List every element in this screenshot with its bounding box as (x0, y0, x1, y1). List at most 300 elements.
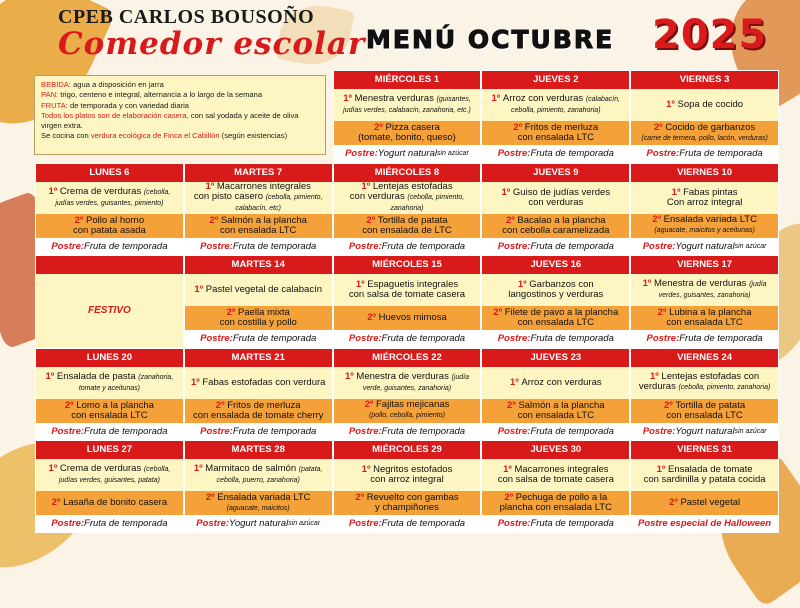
course-number: 2º (669, 497, 681, 509)
second-course-text (658, 308, 752, 328)
first-course (185, 367, 332, 399)
dessert (631, 515, 778, 532)
second-course-dish: Pechuga de pollo a la plancha con ensalada LTC (499, 492, 612, 514)
day-cell (481, 348, 630, 441)
dessert (185, 515, 332, 532)
course-number: 1º (355, 279, 368, 291)
first-course-dish: Ensalada de tomate con sardinilla y patata cocida (643, 464, 766, 486)
day-header: LUNES 27 (36, 441, 183, 459)
dessert (482, 145, 629, 162)
second-course-text (193, 401, 323, 421)
dessert-dish: Fruta de temporada (84, 240, 168, 252)
dessert-label: Postre: (200, 333, 233, 345)
second-course (631, 121, 778, 145)
second-course (482, 399, 629, 423)
second-course-dish: Cocido de garbanzos (665, 121, 756, 133)
course-number: 1º (517, 279, 530, 291)
dessert (334, 238, 481, 255)
second-course-text (65, 401, 154, 421)
first-course (185, 274, 332, 306)
first-course-dish: Pastel vegetal de calabacín (205, 284, 322, 296)
day-cell (333, 163, 482, 256)
dessert-dish: Fruta de temporada (381, 518, 466, 530)
info-bebida: BEBIDA: agua a disposición en jarra (41, 80, 164, 89)
second-course (185, 399, 332, 423)
dessert-dish: Fruta de temporada (679, 333, 763, 345)
dessert-dish: Yogurt natural (675, 425, 735, 437)
first-course (631, 182, 778, 214)
first-course-text (39, 464, 180, 486)
course-number: 2º (507, 399, 519, 411)
first-course-text (337, 372, 478, 394)
day-cell (481, 255, 630, 348)
dessert (334, 145, 481, 162)
dessert-label: Postre: (497, 333, 531, 345)
second-course-text (206, 493, 311, 514)
second-course (482, 306, 629, 330)
course-number: 1º (190, 376, 203, 388)
second-course-text (367, 313, 447, 323)
dish-note: (judía verde, guisantes, zanahoria) (362, 373, 469, 392)
first-course-text (666, 100, 743, 110)
dish-note: (aguacate, maicitos) (226, 504, 290, 512)
day-header: MIÉRCOLES 8 (334, 164, 481, 182)
second-course-dish: Salmón a la plancha con ensalada LTC (517, 399, 605, 421)
second-course (482, 491, 629, 515)
dessert-label: Postre: (497, 240, 531, 252)
day-cell (333, 348, 482, 441)
first-course-dish: Garbanzos con langostinos y verduras (508, 279, 604, 301)
course-number: 2º (504, 492, 516, 504)
dessert (185, 238, 332, 255)
dessert-label: Postre: (51, 240, 85, 252)
first-course (185, 459, 332, 491)
first-course-text (362, 465, 453, 485)
course-number: 1º (509, 376, 522, 388)
first-course (334, 459, 481, 491)
day-cell (630, 70, 779, 163)
day-cell (630, 440, 779, 533)
dessert-label: Postre: (642, 425, 676, 437)
course-number: 1º (343, 93, 355, 104)
second-course-text (209, 216, 307, 236)
course-number: 1º (48, 185, 60, 197)
course-number: 1º (491, 93, 503, 104)
first-course (482, 89, 629, 121)
day-header: VIERNES 10 (631, 164, 778, 182)
second-course (36, 214, 183, 238)
second-course (631, 399, 778, 423)
first-course-dish: Menestra verduras (354, 93, 434, 104)
dish-note: (cebolla, judías verdes, guisantes, patata) (58, 466, 171, 485)
dessert-label: Postre: (497, 425, 531, 437)
dessert-label: Postre: (348, 425, 382, 437)
second-course (36, 399, 183, 423)
day-header (36, 256, 183, 274)
second-course (631, 214, 778, 238)
first-course-text (191, 378, 325, 388)
dessert-label: Postre: (497, 518, 531, 530)
first-course-dish: Macarrones integrales con salsa de tomate casera (497, 464, 614, 486)
first-course-dish: Macarrones integrales con pisto casero (193, 180, 311, 202)
dessert-dish: Fruta de temporada (530, 240, 614, 252)
dish-note: sin azúcar (288, 520, 321, 528)
dessert-dish: Fruta de temporada (84, 518, 168, 530)
first-course-dish: Marmitaco de salmón (205, 463, 297, 475)
second-course (631, 306, 778, 330)
course-number: 2º (652, 214, 664, 226)
course-number: 2º (364, 399, 376, 411)
dessert-label: Postre: (200, 240, 233, 252)
dish-note: (zanahoria, tomate y aceitunas) (78, 373, 174, 392)
day-header: JUEVES 30 (482, 441, 629, 459)
second-course-dish: Revuelto con gambas y champiñones (366, 492, 459, 514)
second-course-dish: Lubina a la plancha con ensalada LTC (666, 307, 752, 329)
dessert-label: Postre: (200, 425, 233, 437)
day-header: JUEVES 16 (482, 256, 629, 274)
page-subtitle: Comedor escolar (58, 26, 366, 62)
course-number: 1º (666, 99, 678, 110)
first-course-text (644, 465, 766, 485)
first-course-text (39, 372, 180, 394)
dessert-dish: Fruta de temporada (381, 240, 466, 252)
dish-note: (cebolla, pimiento, zanahoria) (678, 384, 771, 392)
second-course-text (52, 498, 167, 508)
first-course-text (498, 465, 614, 485)
first-course-dish: Negritos estofados con arroz integral (370, 464, 453, 486)
second-course (185, 214, 332, 238)
second-course (334, 214, 481, 238)
first-course (334, 274, 481, 306)
day-cell (184, 440, 333, 533)
day-header: JUEVES 9 (482, 164, 629, 182)
course-number: 1º (345, 370, 357, 382)
first-course-dish: Crema de verduras (59, 185, 142, 197)
first-course-dish: Espaguetis integrales con salsa de tomate casera (348, 279, 466, 301)
first-course-text (349, 280, 465, 300)
second-course-dish: Fritos de merluza con ensalada LTC (517, 122, 599, 143)
first-course-dish: Arroz con verduras (502, 93, 584, 104)
first-course-text (39, 187, 180, 209)
first-course (631, 367, 778, 399)
dessert-dish: Fruta de temporada (679, 148, 763, 159)
first-course-dish: Lentejas estofadas con verduras (349, 180, 453, 202)
day-header: MARTES 28 (185, 441, 332, 459)
dessert-label: Postre: (642, 240, 676, 252)
day-cell (481, 163, 630, 256)
second-course-dish: Bacalao a la plancha con cebolla caramelizada (502, 214, 610, 236)
course-number: 1º (650, 371, 662, 383)
first-course (482, 459, 629, 491)
course-number: 2º (493, 307, 505, 319)
second-course-text (664, 401, 745, 421)
first-course-dish: Lentejas estofadas con verduras (638, 371, 760, 393)
dish-note: (judía verdes, guisantes, zanahoria) (658, 281, 767, 300)
dessert (482, 238, 629, 255)
first-course-text (502, 188, 611, 208)
dessert (334, 423, 481, 440)
info-platos: Todos los platos son de elaboración casera, con sal yodada y aceite de oliva virgen extra. (41, 110, 299, 131)
second-course-text (502, 216, 609, 236)
course-number: 2º (226, 307, 239, 319)
dessert-dish: Yogurt natural (675, 240, 735, 252)
second-course-text (358, 123, 456, 143)
dessert-label: Postre: (348, 240, 382, 252)
dish-note: (cebolla, judías verdes, guisantes, pimiento) (55, 188, 171, 207)
menu-year: 2025 (652, 12, 768, 58)
second-course-text (220, 308, 297, 328)
dessert (36, 515, 183, 532)
first-course-dish: Fabas pintas Con arroz integral (666, 186, 743, 208)
dessert-label: Postre: (51, 518, 85, 530)
dessert-label: Postre: (51, 425, 85, 437)
dessert-dish: Fruta de temporada (530, 425, 614, 437)
second-course-dish: Ensalada variada LTC (663, 214, 757, 226)
dish-note: sin azúcar (436, 150, 469, 157)
first-course (334, 182, 481, 214)
dessert-dish: Fruta de temporada (530, 148, 614, 159)
second-course-dish: Pizza casera (tomate, bonito, queso) (358, 122, 456, 143)
dessert (631, 423, 778, 440)
second-course-text (641, 123, 767, 144)
dish-note: (cebolla, pimiento, calabacín, etc) (235, 193, 323, 212)
course-number: 2º (505, 214, 518, 226)
first-course-text (508, 280, 603, 300)
dish-note: sin azúcar (734, 427, 767, 435)
first-course (631, 274, 778, 306)
first-course-text (188, 182, 329, 214)
day-cell (481, 440, 630, 533)
second-course-dish: Pollo al horno con patata asada (72, 214, 146, 236)
day-cell (35, 440, 184, 533)
dessert (36, 423, 183, 440)
course-number: 1º (501, 186, 513, 198)
second-course (185, 491, 332, 515)
course-number: 2º (513, 122, 525, 133)
course-number: 1º (194, 284, 206, 296)
second-course-text (513, 123, 598, 143)
second-course-text (73, 216, 146, 236)
course-number: 2º (355, 492, 367, 504)
second-course-dish: Fritos de merluza con ensalada de tomate cherry (192, 399, 324, 421)
dessert-label: Postre: (348, 518, 382, 530)
day-cell (630, 255, 779, 348)
second-course-dish: Ensalada variada LTC (217, 491, 311, 503)
second-course-text (500, 493, 612, 513)
dessert-label: Postre: (345, 148, 378, 159)
menu-grid (35, 70, 779, 534)
day-cell (184, 163, 333, 256)
first-course-text (337, 94, 478, 116)
dish-note: (guisantes, judías verdes, calabacín, zanahoria, etc.) (343, 96, 471, 114)
course-number: 1º (205, 180, 217, 192)
second-course-dish: Lasaña de bonito casera (63, 497, 168, 509)
first-course (36, 182, 183, 214)
first-course (631, 89, 778, 121)
dessert-dish: Fruta de temporada (232, 425, 317, 437)
second-course-text (669, 498, 740, 508)
day-header: JUEVES 23 (482, 349, 629, 367)
dish-note: (calabacín, cebolla, pimiento, zanahoria) (511, 96, 621, 114)
day-cell (35, 348, 184, 441)
second-course-dish: Fajitas mejicanas (376, 399, 450, 411)
day-cell (333, 440, 482, 533)
school-name: CPEB CARLOS BOUSOÑO (58, 6, 315, 28)
second-course-dish: Tortilla de patata con ensalada LTC (666, 399, 746, 421)
first-course-dish: Crema de verduras (59, 463, 142, 475)
dessert (631, 238, 778, 255)
dessert-dish: Fruta de temporada (381, 425, 466, 437)
second-course (185, 306, 332, 330)
second-course (334, 306, 481, 330)
dessert (185, 423, 332, 440)
dish-note: (pollo, cebolla, pimiento) (369, 412, 445, 420)
info-fruta: FRUTA: de temporada y con variedad diaria (41, 100, 190, 110)
second-course (334, 491, 481, 515)
first-course-text (188, 464, 329, 486)
dessert-dish: Fruta de temporada (232, 240, 317, 252)
info-pan: PAN: trigo, centeno e integral, alternancia a lo largo de la semana (41, 90, 263, 100)
dish-note: (cebolla, pimiento, zanahoria) (390, 193, 465, 212)
second-course-dish: Lomo a la plancha con ensalada LTC (71, 399, 154, 421)
dessert-label: Postre: (196, 518, 230, 530)
course-number: 2º (374, 122, 386, 133)
day-header: MIÉRCOLES 29 (334, 441, 481, 459)
dish-note: sin azúcar (734, 242, 767, 250)
second-course (482, 121, 629, 145)
first-course (334, 367, 481, 399)
day-header: VIERNES 3 (631, 71, 778, 89)
dessert (482, 423, 629, 440)
day-cell (333, 255, 482, 348)
day-header: VIERNES 17 (631, 256, 778, 274)
course-number: 1º (361, 180, 373, 192)
first-course (185, 182, 332, 214)
day-header: MIÉRCOLES 22 (334, 349, 481, 367)
day-header: VIERNES 31 (631, 441, 778, 459)
second-course-dish: Huevos mimosa (378, 312, 447, 324)
second-course (631, 491, 778, 515)
first-course (334, 89, 481, 121)
dessert (334, 515, 481, 532)
first-course-dish: Ensalada de pasta (56, 370, 136, 382)
first-course (482, 274, 629, 306)
day-cell (184, 348, 333, 441)
menu-title: MENÚ OCTUBRE (366, 25, 615, 54)
day-header: MARTES 7 (185, 164, 332, 182)
day-header: JUEVES 2 (482, 71, 629, 89)
course-number: 1º (45, 370, 57, 382)
course-number: 1º (48, 463, 60, 475)
first-course-text (485, 94, 626, 116)
first-course-dish: Arroz con verduras (521, 376, 602, 388)
day-header: MARTES 21 (185, 349, 332, 367)
course-number: 1º (656, 464, 669, 476)
day-cell (35, 163, 184, 256)
second-course (334, 121, 481, 145)
dessert-dish: Yogurt natural (377, 148, 437, 159)
second-course-text (365, 400, 450, 421)
second-course-text (652, 215, 757, 236)
day-cell (481, 70, 630, 163)
dessert (482, 330, 629, 347)
course-number: 1º (671, 186, 684, 198)
dessert-dish: Fruta de temporada (530, 518, 614, 530)
course-number: 1º (193, 463, 206, 475)
course-number: 2º (74, 214, 87, 226)
course-number: 2º (664, 399, 676, 411)
course-number: 2º (653, 121, 666, 133)
first-course (36, 367, 183, 399)
first-course-text (510, 378, 602, 388)
second-course-dish: Paella mixta con costilla y pollo (219, 307, 297, 329)
second-course (482, 214, 629, 238)
dessert (334, 330, 481, 347)
dessert (482, 515, 629, 532)
first-course-text (634, 279, 775, 301)
dessert-dish: Fruta de temporada (232, 333, 317, 345)
course-number: 2º (366, 214, 378, 226)
second-course-text (493, 308, 618, 328)
course-number: 2º (209, 214, 221, 226)
second-course-dish: Tortilla de patata con ensalada de LTC (362, 214, 452, 236)
dessert (185, 330, 332, 347)
dessert (631, 145, 778, 162)
day-header: MIÉRCOLES 1 (334, 71, 481, 89)
course-number: 1º (503, 464, 515, 476)
second-course (334, 399, 481, 423)
dessert-dish: Fruta de temporada (530, 333, 614, 345)
course-number: 1º (642, 278, 654, 290)
dish-note: (carne de ternera, pollo, lacón, verduras) (641, 134, 768, 142)
day-cell (630, 348, 779, 441)
first-course-dish: Sopa de cocido (677, 99, 744, 110)
dessert-label: Postre: (497, 148, 531, 159)
holiday-label: FESTIVO (36, 274, 183, 347)
dessert (36, 238, 183, 255)
special-dessert: Postre especial de Halloween (638, 518, 772, 530)
dessert-label: Postre: (348, 333, 382, 345)
dessert-dish: Yogurt natural (229, 518, 289, 530)
dessert-dish: Fruta de temporada (381, 333, 466, 345)
second-course-dish: Filete de pavo a la plancha con ensalada LTC (504, 307, 619, 329)
day-header: MIÉRCOLES 15 (334, 256, 481, 274)
second-course-text (507, 401, 605, 421)
second-course (36, 491, 183, 515)
second-course-text (362, 216, 452, 236)
course-number: 1º (361, 464, 374, 476)
first-course-dish: Guiso de judías verdes con verduras (512, 186, 611, 208)
first-course-text (194, 285, 322, 295)
second-course-text (355, 493, 458, 513)
second-course-dish: Pastel vegetal (680, 497, 741, 509)
first-course (482, 182, 629, 214)
first-course (36, 459, 183, 491)
course-number: 2º (51, 497, 64, 509)
course-number: 2º (64, 399, 77, 411)
info-verdura: Se cocina con verdura ecológica de Finca el Cabillón (según existencias) (41, 131, 288, 141)
first-course-text (667, 188, 743, 208)
first-course-text (639, 372, 770, 393)
day-cell (184, 255, 333, 348)
first-course-dish: Fabas estofadas con verdura (202, 376, 326, 388)
dessert-label: Postre: (646, 148, 680, 159)
course-number: 2º (205, 491, 218, 503)
day-header: VIERNES 24 (631, 349, 778, 367)
dessert (631, 330, 778, 347)
first-course (631, 459, 778, 491)
first-course-text (337, 182, 478, 214)
